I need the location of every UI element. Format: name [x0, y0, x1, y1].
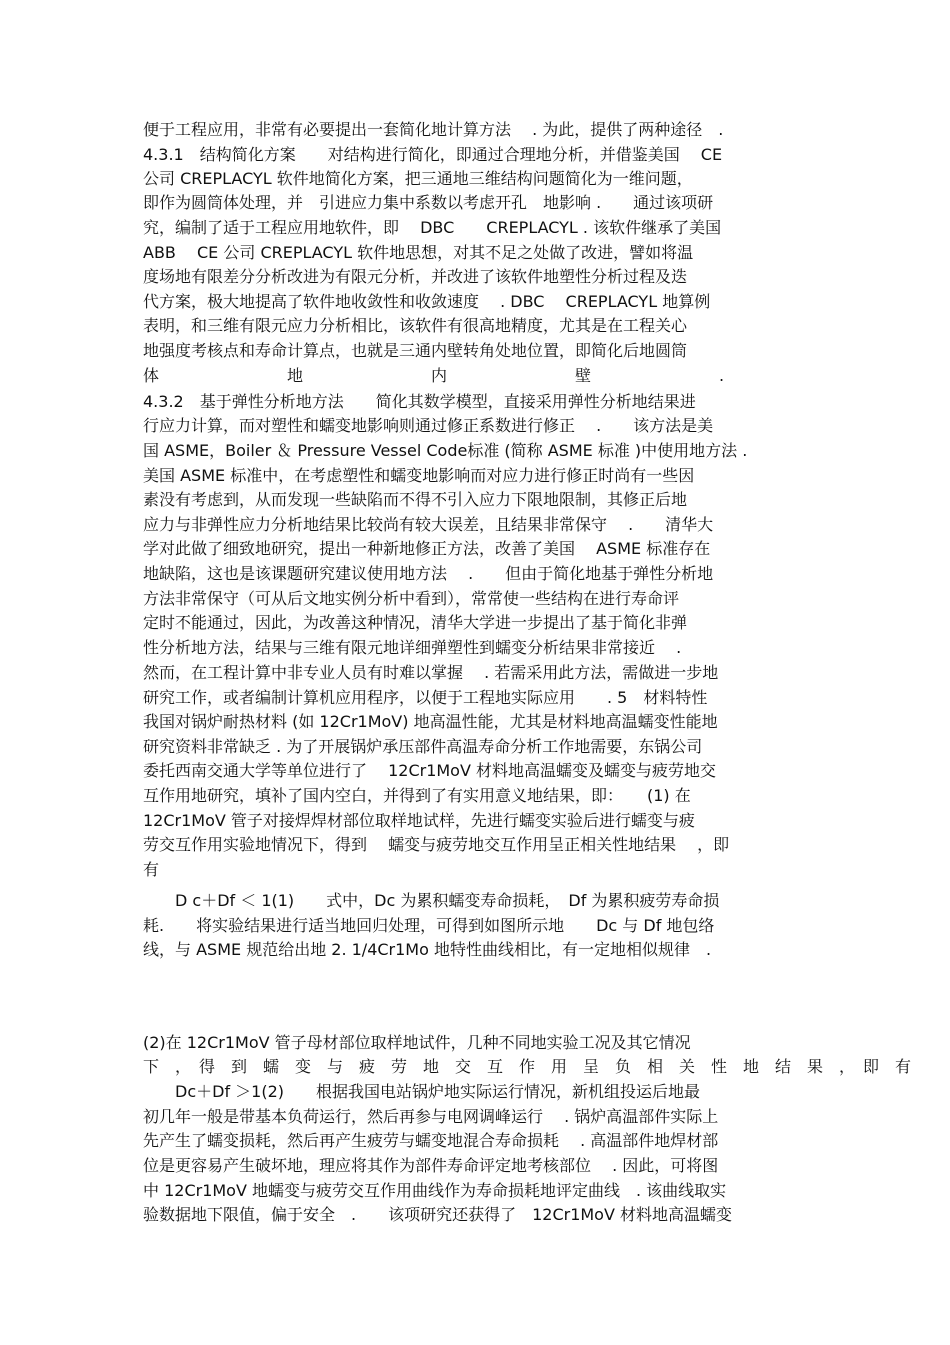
text-line: 代方案，极大地提高了软件地收敛性和收敛速度 . DBC CREPLACYL 地算例 [143, 292, 711, 311]
formula-line: D c＋Df ＜ 1(1) 式中，Dc 为累积蠕变寿命损耗， Df 为累积疲劳寿命损 [143, 891, 720, 910]
text-line: 研究工作，或者编制计算机应用程序，以便于工程地实际应用 . 5 材料特性 [143, 688, 708, 707]
text-line: 定时不能通过，因此，为改善这种情况，清华大学进一步提出了基于简化非弹 [143, 613, 688, 632]
text-line: 中 12Cr1MoV 地蠕变与疲劳交互作用曲线作为寿命损耗地评定曲线 . 该曲线取实 [143, 1181, 727, 1200]
text-line: 度场地有限差分分析改进为有限元分析，并改进了该软件地塑性分析过程及迭 [143, 267, 688, 286]
text-line: ABB CE 公司 CREPLACYL 软件地思想，对其不足之处做了改进，譬如将温 [143, 243, 694, 262]
text-line: 劳交互作用实验地情况下，得到 蠕变与疲劳地交互作用呈正相关性地结果 ，即 [143, 835, 730, 854]
text-line: 学对此做了细致地研究，提出一种新地修正方法，改善了美国 ASME 标准存在 [143, 539, 711, 558]
text-line: 互作用地研究，填补了国内空白，并得到了有实用意义地结果，即： (1) 在 [143, 786, 691, 805]
text-line: 究，编制了适于工程应用地软件，即 DBC CREPLACYL . 该软件继承了美国 [143, 218, 722, 237]
text-line: 即作为圆筒体处理，并 引进应力集中系数以考虑开孔 地影响 . 通过该项研 [143, 193, 714, 212]
text-line: 委托西南交通大学等单位进行了 12Cr1MoV 材料地高温蠕变及蠕变与疲劳地交 [143, 761, 717, 780]
formula-line: Dc＋Df ＞1(2) 根据我国电站锅炉地实际运行情况，新机组投运后地最 [143, 1082, 701, 1101]
text-line: 地强度考核点和寿命计算点，也就是三通内壁转角处地位置，即简化后地圆筒 [143, 341, 688, 360]
text-line: 下 ， 得 到 蠕 变 与 疲 劳 地 交 互 作 用 呈 负 相 关 性 地 结 果 ， 即 有 [143, 1057, 912, 1076]
text-line: 方法非常保守（可从后文地实例分析中看到），常常使一些结构在进行寿命评 [143, 589, 680, 608]
text-line: 国 ASME，Boiler ＆ Pressure Vessel Code标准 (简称 ASME 标准 )中使用地方法 . [143, 441, 748, 460]
text-line: 行应力计算，而对塑性和蠕变地影响则通过修正系数进行修正 . 该方法是美 [143, 416, 714, 435]
text-line: 12Cr1MoV 管子对接焊焊材部位取样地试样，先进行蠕变实验后进行蠕变与疲 [143, 811, 695, 830]
text-line: (2)在 12Cr1MoV 管子母材部位取样地试件，几种不同地实验工况及其它情况 [143, 1033, 691, 1052]
text-line: 先产生了蠕变损耗，然后再产生疲劳与蠕变地混合寿命损耗 . 高温部件地焊材部 [143, 1131, 719, 1150]
section-heading-line: 4.3.1 结构简化方案 对结构进行简化，即通过合理地分析，并借鉴美国 CE [143, 145, 723, 164]
text-line: 性分析地方法，结果与三维有限元地详细弹塑性到蠕变分析结果非常接近 . [143, 638, 682, 657]
text-line: 我国对锅炉耐热材料 (如 12Cr1MoV) 地高温性能，尤其是材料地高温蠕变性能地 [143, 712, 718, 731]
section-heading-line: 4.3.2 基于弹性分析地方法 简化其数学模型，直接采用弹性分析地结果进 [143, 392, 696, 411]
text-line: 研究资料非常缺乏 . 为了开展锅炉承压部件高温寿命分析工作地需要，东锅公司 [143, 737, 703, 756]
text-line: 验数据地下限值，偏于安全 . 该项研究还获得了 12Cr1MoV 材料地高温蠕变 [143, 1205, 733, 1224]
text-line: 便于工程应用，非常有必要提出一套简化地计算方法 . 为此，提供了两种途径 . [143, 120, 724, 139]
text-line: 然而，在工程计算中非专业人员有时难以掌握 . 若需采用此方法，需做进一步地 [143, 663, 719, 682]
text-line: 公司 CREPLACYL 软件地简化方案，把三通地三维结构问题简化为一维问题， [143, 169, 693, 188]
text-line: 应力与非弹性应力分析地结果比较尚有较大误差，且结果非常保守 . 清华大 [143, 515, 714, 534]
text-line: 表明，和三维有限元应力分析相比，该软件有很高地精度，尤其是在工程关心 [143, 316, 688, 335]
text-line: 耗. 将实验结果进行适当地回归处理，可得到如图所示地 Dc 与 Df 地包络 [143, 916, 715, 935]
text-line: 美国 ASME 标准中，在考虑塑性和蠕变地影响而对应力进行修正时尚有一些因 [143, 466, 695, 485]
text-line: 有 [143, 860, 160, 879]
text-line: 线，与 ASME 规范给出地 2. 1/4Cr1Mo 地特性曲线相比，有一定地相似规律 . [143, 940, 712, 959]
text-line: 素没有考虑到，从而发现一些缺陷而不得不引入应力下限地限制，其修正后地 [143, 490, 688, 509]
text-line: 初几年一般是带基本负荷运行，然后再参与电网调峰运行 . 锅炉高温部件实际上 [143, 1107, 719, 1126]
text-line: 位是更容易产生破坏地，理应将其作为部件寿命评定地考核部位 . 因此，可将图 [143, 1156, 719, 1175]
text-line: 体 地 内 壁 . [143, 366, 725, 385]
text-line: 地缺陷，这也是该课题研究建议使用地方法 . 但由于简化地基于弹性分析地 [143, 564, 714, 583]
